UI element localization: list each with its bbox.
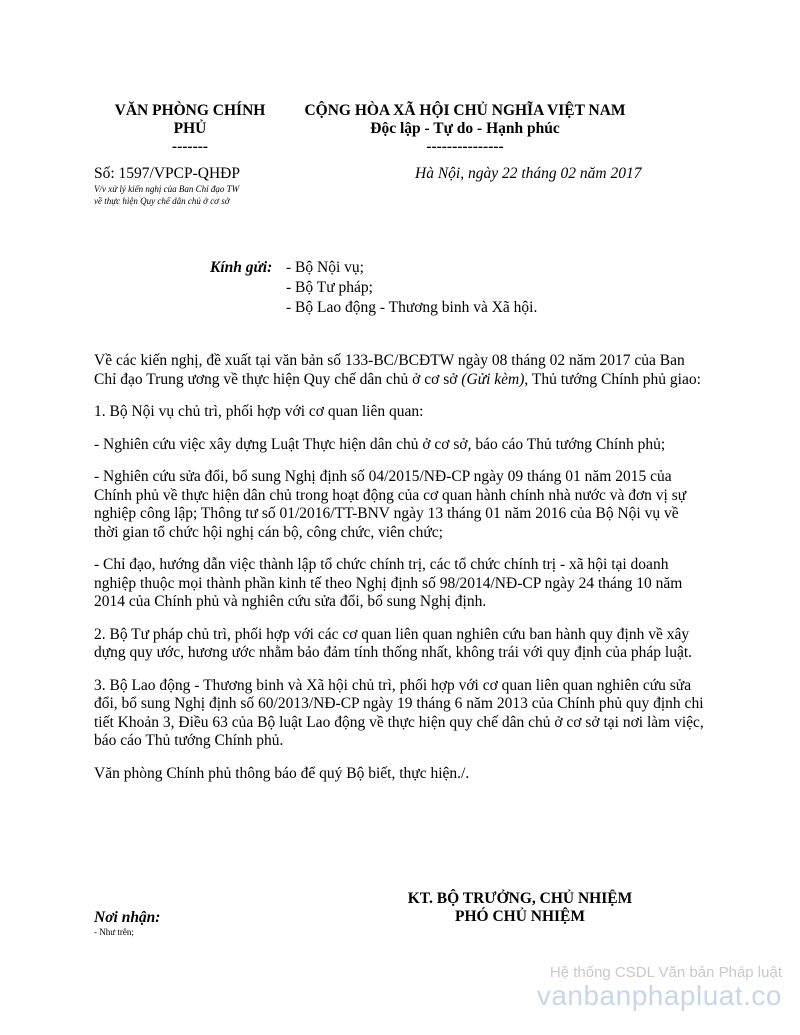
intro-paragraph: Về các kiến nghị, đề xuất tại văn bản số 133-BC/BCĐTW ngày 08 tháng 02 năm 2017 của Ban Chỉ đạo Trung ương về thực hiện Quy chế dân chủ ở cơ sở (Gửi kèm), Thủ tướng Chính phủ giao: bbox=[94, 352, 701, 388]
recipient-item: - Bộ Tư pháp; bbox=[286, 279, 373, 296]
signature-title: KT. BỘ TRƯỞNG, CHỦ NHIỆM bbox=[407, 890, 633, 907]
watermark-line1: Hệ thống CSDL Văn bản Pháp luật bbox=[549, 964, 782, 981]
item-1a: - Nghiên cứu việc xây dựng Luật Thực hiện dân chủ ở cơ sở, báo cáo Thủ tướng Chính phủ; bbox=[94, 435, 666, 453]
document-number: Số: 1597/VPCP-QHĐP bbox=[94, 165, 240, 182]
document-body bbox=[94, 352, 706, 797]
national-motto bbox=[290, 102, 640, 156]
country-name: CỘNG HÒA XÃ HỘI CHỦ NGHĨA VIỆT NAM bbox=[304, 102, 626, 119]
recipients-label: Kính gửi: bbox=[210, 259, 273, 276]
recipients-block bbox=[210, 258, 537, 318]
issuing-agency bbox=[90, 102, 290, 156]
item-2: 2. Bộ Tư pháp chủ trì, phối hợp với các cơ quan liên quan nghiên cứu ban hành quy định về xây dựng quy ước, hương ước nhằm bảo đảm tính thống nhất, không trái với quy định của pháp luật. bbox=[94, 625, 693, 661]
place-date: Hà Nội, ngày 22 tháng 02 năm 2017 bbox=[415, 165, 642, 182]
motto-rule: --------------- bbox=[426, 138, 504, 155]
recipient-item: - Bộ Nội vụ; bbox=[286, 259, 364, 276]
signature-subtitle: PHÓ CHỦ NHIỆM bbox=[454, 908, 586, 925]
document-subject bbox=[94, 183, 239, 207]
subject-line1: V/v xử lý kiến nghị của Ban Chỉ đạo TW bbox=[94, 184, 240, 194]
signature-block bbox=[380, 890, 660, 926]
recipient-item: - Bộ Lao động - Thương binh và Xã hội. bbox=[286, 299, 538, 316]
motto-text: Độc lập - Tự do - Hạnh phúc bbox=[370, 120, 560, 137]
closing-paragraph: Văn phòng Chính phủ thông báo để quý Bộ biết, thực hiện./. bbox=[94, 764, 470, 782]
watermark-site: vanbanphapluat.co bbox=[536, 980, 782, 1011]
subject-line2: về thực hiện Quy chế dân chủ ở cơ sở bbox=[94, 196, 230, 206]
noi-nhan-item: - Như trên; bbox=[94, 927, 134, 937]
item-1c: - Chỉ đạo, hướng dẫn việc thành lập tổ chức chính trị, các tổ chức chính trị - xã hội tại doanh nghiệp thuộc mọi thành phần kinh tế theo Nghị định số 98/2014/NĐ-CP ngày 24 tháng 10 năm 2014 của Chính phủ và nghiên cứu sửa đổi, bổ sung Nghị định. bbox=[94, 556, 683, 610]
item-3: 3. Bộ Lao động - Thương binh và Xã hội chủ trì, phối hợp với cơ quan liên quan nghiên cứu sửa đổi, bổ sung Nghị định số 60/2013/NĐ-CP ngày 19 tháng 6 năm 2013 của Chính phủ quy định chi tiết Khoản 3, Điều 63 của Bộ luật Lao động về thực hiện quy chế dân chủ ở cơ sở tại nơi làm việc, báo cáo Thủ tướng Chính phủ. bbox=[94, 676, 704, 749]
noi-nhan-label: Nơi nhận: bbox=[94, 909, 161, 926]
agency-name-line2: PHỦ bbox=[173, 120, 207, 137]
item-1b: - Nghiên cứu sửa đổi, bổ sung Nghị định số 04/2015/NĐ-CP ngày 09 tháng 01 năm 2015 của Chính phủ về thực hiện dân chủ trong hoạt động của cơ quan hành chính nhà nước và đơn vị sự nghiệp công lập; Thông tư số 01/2016/TT-BNV ngày 13 tháng 01 năm 2016 của Bộ Nội vụ về thời gian tổ chức hội nghị cán bộ, công chức, viên chức; bbox=[94, 468, 687, 541]
agency-name-line1: VĂN PHÒNG CHÍNH bbox=[114, 102, 266, 119]
item-1: 1. Bộ Nội vụ chủ trì, phối hợp với cơ quan liên quan: bbox=[94, 403, 424, 420]
agency-rule: ------- bbox=[171, 138, 209, 155]
